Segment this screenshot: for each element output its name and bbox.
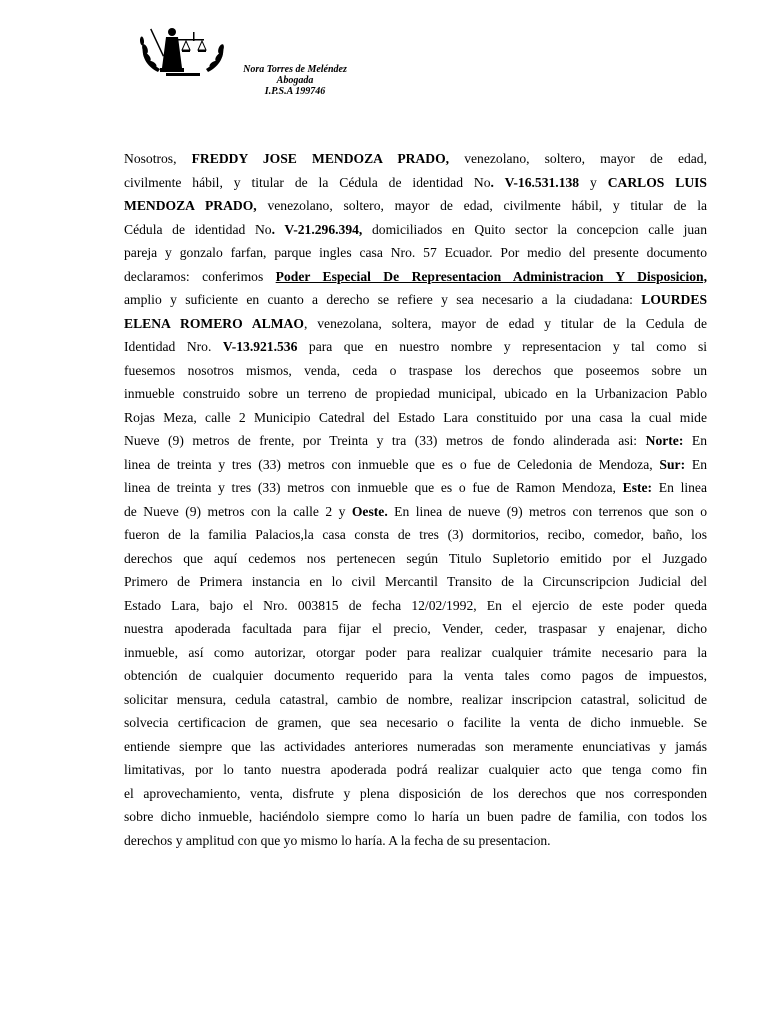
body-text-run: declaramos: conferimos — [124, 268, 276, 284]
body-line — [124, 664, 707, 688]
body-text-run: el aprovechamiento, venta, disfrute y plena disposición de los derechos que nos corresponden — [124, 785, 707, 801]
body-text-run: Nosotros, — [124, 151, 192, 166]
body-line — [124, 476, 707, 500]
body-text-run: , venezolana, soltera, mayor de edad y titular de la Cedula de — [303, 315, 707, 331]
body-text-run: En — [683, 433, 708, 448]
body-text-run: Este: — [622, 480, 653, 495]
body-text-run: entiende siempre que las actividades anteriores numeradas son meramente enunciativas y jamás — [124, 738, 707, 754]
body-text-run: Sur: — [659, 456, 686, 472]
body-line — [124, 570, 707, 594]
body-line — [124, 453, 707, 477]
body-text-run: limitativas, por lo tanto nuestra apoderada podrá realizar cualquier acto que tenga como fin — [124, 762, 707, 777]
body-line — [124, 523, 707, 547]
body-text-run: En linea de nueve (9) metros con terrenos que son o — [387, 503, 707, 519]
body-text-run: MENDOZA PRADO, — [124, 198, 257, 213]
lawyer-registry: I.P.S.A 199746 — [264, 86, 326, 97]
body-text-run: fueron de la familia Palacios,la casa consta de tres (3) dormitorios, recibo, comedor, baño, los — [124, 527, 707, 542]
body-text-run: Poder Especial De Representacion Administracion Y Disposicion, — [275, 268, 707, 284]
body-line — [124, 194, 707, 218]
body-text-run: Cédula de identidad No — [124, 221, 272, 237]
body-text-run: venezolano, soltero, mayor de edad, civilmente hábil, y titular de la — [256, 198, 708, 213]
body-line — [124, 265, 707, 289]
body-line — [124, 406, 707, 430]
body-line — [124, 805, 707, 829]
body-line — [124, 547, 707, 571]
letterhead — [200, 64, 390, 97]
body-text-run: linea de treinta y tres (33) metros con inmueble que es o fue de Celedonia de Mendoza, — [124, 456, 660, 472]
body-text-run: sobre dicho inmueble, haciéndolo siempre como lo haría un buen padre de familia, con todos los — [124, 809, 707, 824]
body-text-run: derechos y amplitud con que yo mismo lo haría. A la fecha de su presentacion. — [124, 832, 551, 848]
body-text-run: En linea — [652, 480, 707, 495]
body-text-run: LOURDES — [641, 292, 707, 307]
body-line — [124, 758, 707, 782]
body-line — [124, 312, 707, 336]
body-line — [124, 429, 707, 453]
body-text-run: nuestra apoderada facultada para fijar el precio, Vender, ceder, traspasar y enajenar, dicho — [124, 621, 707, 636]
body-line — [124, 147, 707, 171]
body-text-run: domiciliados en Quito sector la concepcion calle juan — [362, 221, 707, 237]
body-text-run: Rojas Meza, calle 2 Municipio Catedral del Estado Lara constituido por una casa la cual mide — [124, 409, 707, 425]
body-text-run: fuesemos nosotros mismos, venda, ceda o traspase los derechos que poseemos sobre un — [124, 362, 707, 378]
body-text-run: ELENA ROMERO ALMAO — [124, 315, 304, 331]
body-text-run: linea de treinta y tres (33) metros con inmueble que es o fue de Ramon Mendoza, — [124, 480, 623, 495]
lawyer-name: Nora Torres de Meléndez — [243, 64, 347, 75]
body-text-run: FREDDY JOSE MENDOZA PRADO, — [191, 151, 450, 166]
body-line — [124, 335, 707, 359]
body-line — [124, 382, 707, 406]
body-line — [124, 171, 707, 195]
body-line — [124, 711, 707, 735]
body-text-run: Estado Lara, bajo el Nro. 003815 de fecha 12/02/1992, En el ejercio de este poder queda — [124, 597, 707, 613]
body-line — [124, 218, 707, 242]
body-text-run: CARLOS LUIS — [607, 174, 707, 190]
body-text-run: pareja y gonzalo farfan, parque ingles casa Nro. 57 Ecuador. Por medio del presente documento — [124, 245, 707, 260]
body-text-run: inmueble construido sobre un terreno de propiedad municipal, ubicado en la Urbanizacion Pablo — [124, 386, 707, 401]
body-line — [124, 641, 707, 665]
body-line — [124, 735, 707, 759]
document-body — [124, 147, 707, 852]
body-line — [124, 617, 707, 641]
body-text-run: venezolano, soltero, mayor de edad, — [449, 151, 708, 166]
body-text-run: Nueve (9) metros de frente, por Treinta y tra (33) metros de fondo alinderada asi: — [124, 433, 646, 448]
body-line — [124, 688, 707, 712]
body-line — [124, 359, 707, 383]
body-text-run: . V-16.531.138 — [490, 174, 580, 190]
body-line — [124, 241, 707, 265]
body-text-run: En — [685, 456, 707, 472]
body-text-run: civilmente hábil, y titular de la Cédula de identidad No — [124, 174, 491, 190]
body-line — [124, 500, 707, 524]
body-text-run: Primero de Primera instancia en lo civil Mercantil Transito de la Circunscripcion Judicial del — [124, 574, 707, 589]
body-line — [124, 594, 707, 618]
body-text-run: derechos que aquí cedemos nos pertenecen según Titulo Supletorio emitido por el Juzgado — [124, 550, 707, 566]
body-text-run: y — [579, 174, 608, 190]
body-text-run: amplio y suficiente en cuanto a derecho se refiere y sea necesario a la ciudadana: — [124, 292, 642, 307]
body-text-run: solicitar mensura, cedula catastral, cambio de nombre, realizar inscripcion catastral, solicitud de — [124, 691, 707, 707]
body-text-run: Norte: — [645, 433, 684, 448]
lawyer-title: Abogada — [276, 75, 314, 86]
body-text-run: inmueble, así como autorizar, otorgar poder para realizar cualquier trámite necesario para la — [124, 644, 707, 660]
body-text-run: . V-21.296.394, — [271, 221, 363, 237]
body-text-run: V-13.921.536 — [222, 339, 298, 354]
body-text-run: para que en nuestro nombre y representacion y tal como si — [297, 339, 708, 354]
body-line — [124, 829, 707, 853]
body-text-run: de Nueve (9) metros con la calle 2 y — [124, 503, 352, 519]
body-text-run: obtención de cualquier documento requerido para la venta tales como pagos de impuestos, — [124, 668, 707, 683]
body-text-run: Identidad Nro. — [124, 339, 223, 354]
body-line — [124, 288, 707, 312]
body-line — [124, 782, 707, 806]
body-text-run: solvecia certificacion de gramen, que sea necesario o facilite la venta de dicho inmueble. Se — [124, 715, 707, 730]
body-text-run: Oeste. — [351, 503, 388, 519]
